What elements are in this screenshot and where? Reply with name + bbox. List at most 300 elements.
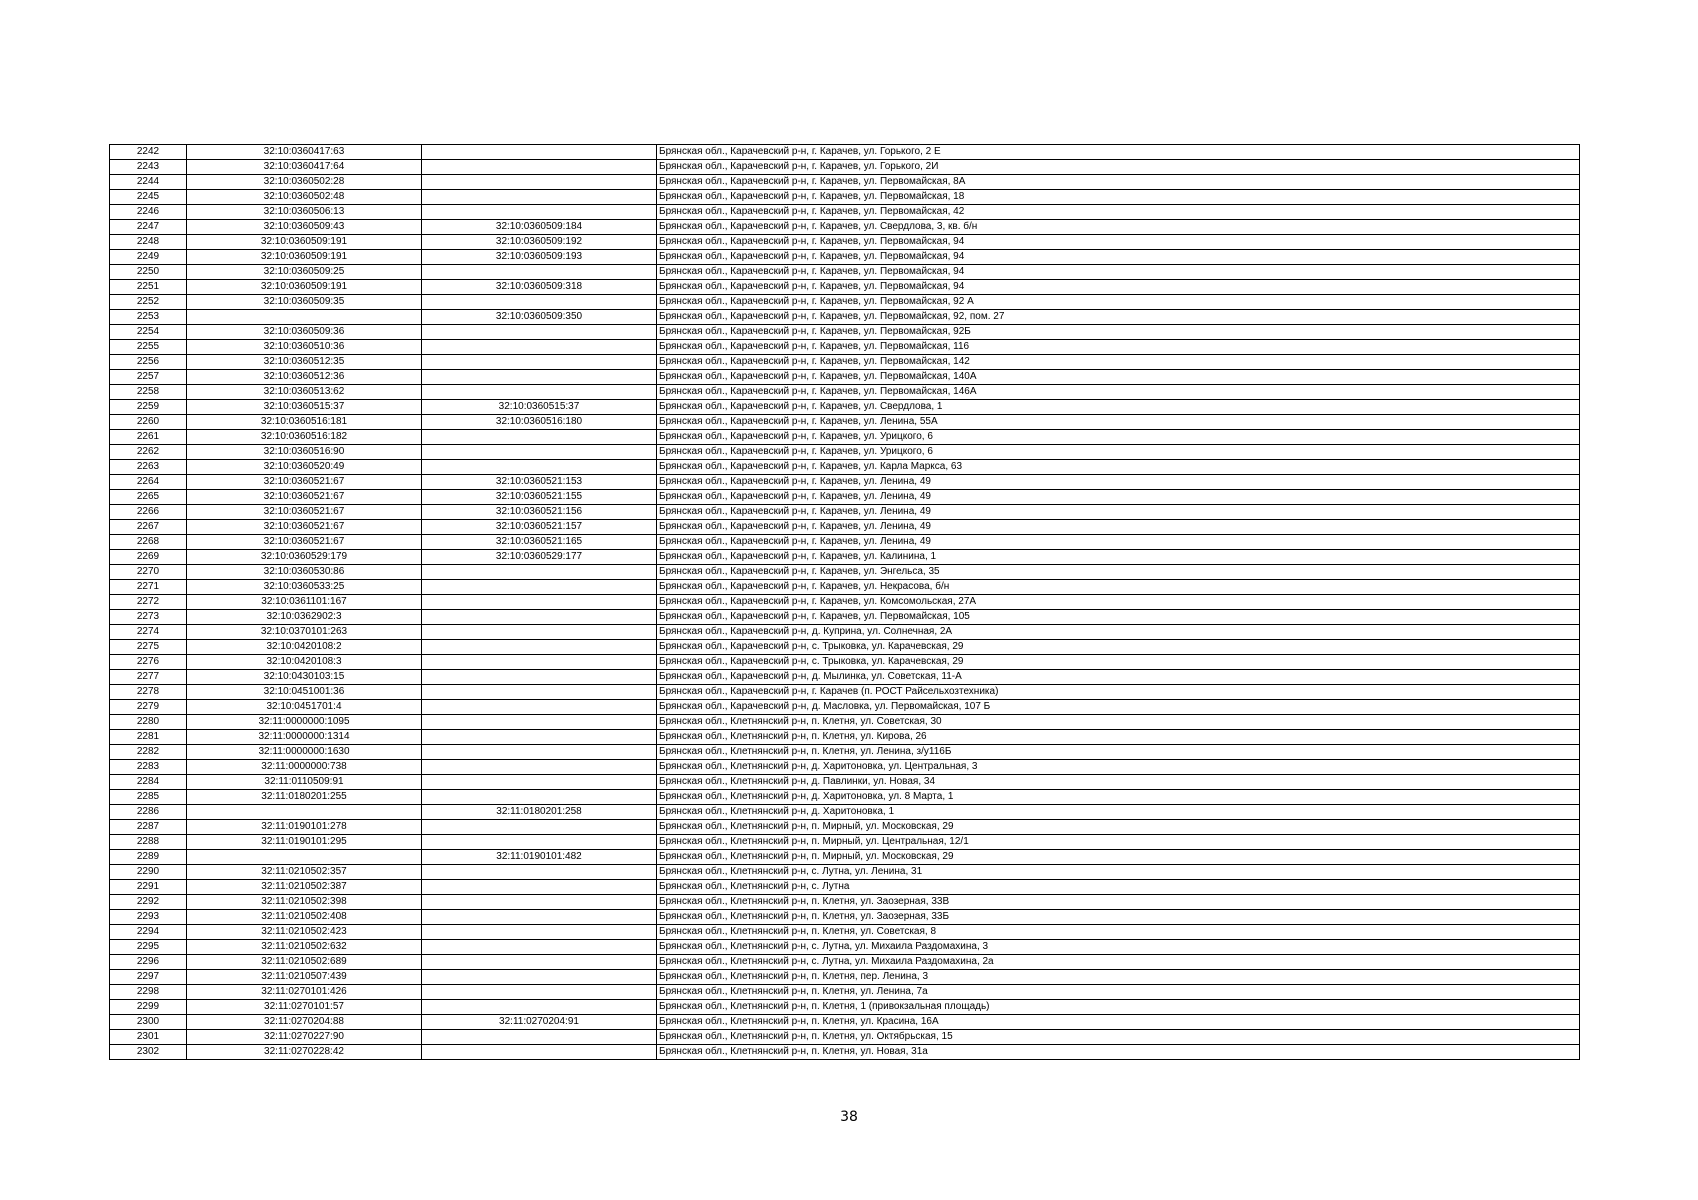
row-number-cell: 2286 (110, 805, 187, 820)
registry-table (109, 144, 1580, 1060)
related-cadastral-number-cell (422, 445, 657, 460)
address-cell: Брянская обл., Клетнянский р-н, с. Лутна, ул. Ленина, 31 (657, 865, 1580, 880)
related-cadastral-number-cell (422, 820, 657, 835)
table-row (110, 475, 1580, 490)
row-number-cell: 2262 (110, 445, 187, 460)
address-cell: Брянская обл., Карачевский р-н, г. Карачев, ул. Первомайская, 8А (657, 175, 1580, 190)
cadastral-number-cell: 32:10:0360502:28 (187, 175, 422, 190)
cadastral-number-cell: 32:11:0000000:1314 (187, 730, 422, 745)
table-row (110, 820, 1580, 835)
row-number-cell: 2278 (110, 685, 187, 700)
row-number-cell: 2289 (110, 850, 187, 865)
address-cell: Брянская обл., Карачевский р-н, г. Карачев, ул. Первомайская, 116 (657, 340, 1580, 355)
cadastral-number-cell: 32:10:0360509:191 (187, 235, 422, 250)
cadastral-number-cell: 32:11:0190101:295 (187, 835, 422, 850)
cadastral-number-cell: 32:10:0360520:49 (187, 460, 422, 475)
cadastral-number-cell: 32:11:0110509:91 (187, 775, 422, 790)
address-cell: Брянская обл., Карачевский р-н, г. Карачев, ул. Первомайская, 92Б (657, 325, 1580, 340)
address-cell: Брянская обл., Карачевский р-н, г. Карачев, ул. Первомайская, 140А (657, 370, 1580, 385)
table-row (110, 895, 1580, 910)
related-cadastral-number-cell (422, 790, 657, 805)
address-cell: Брянская обл., Клетнянский р-н, п. Клетня, ул. Советская, 30 (657, 715, 1580, 730)
row-number-cell: 2275 (110, 640, 187, 655)
related-cadastral-number-cell (422, 355, 657, 370)
cadastral-number-cell: 32:10:0360509:36 (187, 325, 422, 340)
address-cell: Брянская обл., Клетнянский р-н, п. Мирный, ул. Московская, 29 (657, 820, 1580, 835)
address-cell: Брянская обл., Карачевский р-н, г. Карачев, ул. Свердлова, 1 (657, 400, 1580, 415)
address-cell: Брянская обл., Клетнянский р-н, д. Харитоновка, 1 (657, 805, 1580, 820)
table-row (110, 805, 1580, 820)
table-row (110, 745, 1580, 760)
address-cell: Брянская обл., Карачевский р-н, г. Карачев (п. РОСТ Райсельхозтехника) (657, 685, 1580, 700)
related-cadastral-number-cell (422, 760, 657, 775)
row-number-cell: 2246 (110, 205, 187, 220)
table-row (110, 625, 1580, 640)
cadastral-number-cell: 32:10:0360521:67 (187, 535, 422, 550)
address-cell: Брянская обл., Клетнянский р-н, с. Лутна, ул. Михаила Раздомахина, 3 (657, 940, 1580, 955)
related-cadastral-number-cell (422, 940, 657, 955)
address-cell: Брянская обл., Клетнянский р-н, п. Клетня, ул. Ленина, 7а (657, 985, 1580, 1000)
cadastral-number-cell: 32:10:0360516:181 (187, 415, 422, 430)
address-cell: Брянская обл., Карачевский р-н, г. Карачев, ул. Ленина, 55А (657, 415, 1580, 430)
cadastral-number-cell: 32:11:0210502:398 (187, 895, 422, 910)
table-row (110, 415, 1580, 430)
related-cadastral-number-cell: 32:10:0360509:192 (422, 235, 657, 250)
row-number-cell: 2299 (110, 1000, 187, 1015)
related-cadastral-number-cell (422, 925, 657, 940)
cadastral-number-cell: 32:11:0180201:255 (187, 790, 422, 805)
row-number-cell: 2287 (110, 820, 187, 835)
table-row (110, 1015, 1580, 1030)
table-row (110, 535, 1580, 550)
table-row (110, 310, 1580, 325)
cadastral-number-cell: 32:10:0360509:191 (187, 280, 422, 295)
cadastral-number-cell: 32:10:0360513:62 (187, 385, 422, 400)
related-cadastral-number-cell (422, 265, 657, 280)
related-cadastral-number-cell (422, 730, 657, 745)
table-row (110, 505, 1580, 520)
table-row (110, 430, 1580, 445)
related-cadastral-number-cell (422, 460, 657, 475)
cadastral-number-cell: 32:10:0360529:179 (187, 550, 422, 565)
address-cell: Брянская обл., Клетнянский р-н, п. Клетня, ул. Новая, 31а (657, 1045, 1580, 1060)
cadastral-number-cell: 32:10:0360515:37 (187, 400, 422, 415)
row-number-cell: 2280 (110, 715, 187, 730)
table-row (110, 385, 1580, 400)
table-row (110, 670, 1580, 685)
table-row (110, 775, 1580, 790)
related-cadastral-number-cell: 32:10:0360521:155 (422, 490, 657, 505)
related-cadastral-number-cell (422, 430, 657, 445)
row-number-cell: 2259 (110, 400, 187, 415)
table-row (110, 790, 1580, 805)
row-number-cell: 2245 (110, 190, 187, 205)
table-row (110, 205, 1580, 220)
related-cadastral-number-cell (422, 955, 657, 970)
address-cell: Брянская обл., Клетнянский р-н, п. Клетня, ул. Заозерная, 33Б (657, 910, 1580, 925)
address-cell: Брянская обл., Клетнянский р-н, п. Клетня, ул. Красина, 16А (657, 1015, 1580, 1030)
address-cell: Брянская обл., Карачевский р-н, г. Карачев, ул. Ленина, 49 (657, 520, 1580, 535)
address-cell: Брянская обл., Карачевский р-н, г. Карачев, ул. Первомайская, 142 (657, 355, 1580, 370)
cadastral-number-cell: 32:11:0270228:42 (187, 1045, 422, 1060)
table-row (110, 265, 1580, 280)
address-cell: Брянская обл., Карачевский р-н, д. Масловка, ул. Первомайская, 107 Б (657, 700, 1580, 715)
row-number-cell: 2277 (110, 670, 187, 685)
table-row (110, 565, 1580, 580)
related-cadastral-number-cell: 32:10:0360521:165 (422, 535, 657, 550)
row-number-cell: 2265 (110, 490, 187, 505)
address-cell: Брянская обл., Карачевский р-н, г. Карачев, ул. Горького, 2 Е (657, 145, 1580, 160)
row-number-cell: 2294 (110, 925, 187, 940)
related-cadastral-number-cell: 32:10:0360521:153 (422, 475, 657, 490)
cadastral-number-cell: 32:10:0360509:43 (187, 220, 422, 235)
address-cell: Брянская обл., Карачевский р-н, г. Карачев, ул. Ленина, 49 (657, 505, 1580, 520)
cadastral-number-cell: 32:11:0210502:632 (187, 940, 422, 955)
row-number-cell: 2276 (110, 655, 187, 670)
related-cadastral-number-cell (422, 295, 657, 310)
related-cadastral-number-cell (422, 880, 657, 895)
related-cadastral-number-cell (422, 370, 657, 385)
cadastral-number-cell: 32:11:0270204:88 (187, 1015, 422, 1030)
related-cadastral-number-cell: 32:10:0360509:193 (422, 250, 657, 265)
cadastral-number-cell (187, 310, 422, 325)
table-row (110, 550, 1580, 565)
table-row (110, 595, 1580, 610)
cadastral-number-cell: 32:11:0270101:426 (187, 985, 422, 1000)
related-cadastral-number-cell (422, 385, 657, 400)
cadastral-number-cell: 32:10:0360509:25 (187, 265, 422, 280)
cadastral-number-cell: 32:10:0430103:15 (187, 670, 422, 685)
address-cell: Брянская обл., Карачевский р-н, г. Карачев, ул. Урицкого, 6 (657, 445, 1580, 460)
row-number-cell: 2250 (110, 265, 187, 280)
address-cell: Брянская обл., Карачевский р-н, г. Карачев, ул. Ленина, 49 (657, 490, 1580, 505)
address-cell: Брянская обл., Клетнянский р-н, п. Мирный, ул. Московская, 29 (657, 850, 1580, 865)
related-cadastral-number-cell: 32:11:0190101:482 (422, 850, 657, 865)
cadastral-number-cell: 32:10:0360521:67 (187, 490, 422, 505)
cadastral-number-cell: 32:10:0360509:191 (187, 250, 422, 265)
cadastral-number-cell: 32:11:0000000:1630 (187, 745, 422, 760)
cadastral-number-cell: 32:10:0361101:167 (187, 595, 422, 610)
related-cadastral-number-cell (422, 565, 657, 580)
related-cadastral-number-cell (422, 580, 657, 595)
related-cadastral-number-cell: 32:10:0360521:157 (422, 520, 657, 535)
row-number-cell: 2242 (110, 145, 187, 160)
related-cadastral-number-cell (422, 670, 657, 685)
address-cell: Брянская обл., Клетнянский р-н, п. Мирный, ул. Центральная, 12/1 (657, 835, 1580, 850)
address-cell: Брянская обл., Клетнянский р-н, с. Лутна, ул. Михаила Раздомахина, 2а (657, 955, 1580, 970)
cadastral-number-cell: 32:10:0362902:3 (187, 610, 422, 625)
table-row (110, 370, 1580, 385)
address-cell: Брянская обл., Карачевский р-н, г. Карачев, ул. Первомайская, 94 (657, 280, 1580, 295)
row-number-cell: 2290 (110, 865, 187, 880)
related-cadastral-number-cell (422, 835, 657, 850)
cadastral-number-cell: 32:10:0360509:35 (187, 295, 422, 310)
address-cell: Брянская обл., Клетнянский р-н, п. Клетня, ул. Советская, 8 (657, 925, 1580, 940)
related-cadastral-number-cell (422, 1045, 657, 1060)
row-number-cell: 2252 (110, 295, 187, 310)
row-number-cell: 2296 (110, 955, 187, 970)
table-row (110, 145, 1580, 160)
cadastral-number-cell: 32:10:0360502:48 (187, 190, 422, 205)
table-row (110, 520, 1580, 535)
related-cadastral-number-cell (422, 640, 657, 655)
table-row (110, 880, 1580, 895)
cadastral-number-cell (187, 805, 422, 820)
row-number-cell: 2256 (110, 355, 187, 370)
cadastral-number-cell: 32:10:0360417:64 (187, 160, 422, 175)
row-number-cell: 2295 (110, 940, 187, 955)
cadastral-number-cell: 32:10:0360512:35 (187, 355, 422, 370)
cadastral-number-cell: 32:11:0210502:387 (187, 880, 422, 895)
table-row (110, 715, 1580, 730)
row-number-cell: 2244 (110, 175, 187, 190)
table-row (110, 955, 1580, 970)
address-cell: Брянская обл., Карачевский р-н, г. Карачев, ул. Первомайская, 92 А (657, 295, 1580, 310)
table-row (110, 340, 1580, 355)
cadastral-number-cell: 32:10:0451001:36 (187, 685, 422, 700)
address-cell: Брянская обл., Карачевский р-н, г. Карачев, ул. Ленина, 49 (657, 535, 1580, 550)
cadastral-number-cell: 32:10:0360533:25 (187, 580, 422, 595)
row-number-cell: 2253 (110, 310, 187, 325)
cadastral-number-cell: 32:10:0360521:67 (187, 475, 422, 490)
related-cadastral-number-cell: 32:10:0360509:184 (422, 220, 657, 235)
row-number-cell: 2302 (110, 1045, 187, 1060)
related-cadastral-number-cell (422, 160, 657, 175)
cadastral-number-cell: 32:11:0190101:278 (187, 820, 422, 835)
row-number-cell: 2285 (110, 790, 187, 805)
table-row (110, 490, 1580, 505)
address-cell: Брянская обл., Клетнянский р-н, п. Клетня, ул. Ленина, з/у116Б (657, 745, 1580, 760)
related-cadastral-number-cell (422, 700, 657, 715)
cadastral-number-cell: 32:10:0360521:67 (187, 520, 422, 535)
table-row (110, 655, 1580, 670)
cadastral-number-cell: 32:10:0420108:3 (187, 655, 422, 670)
cadastral-number-cell: 32:10:0360506:13 (187, 205, 422, 220)
table-row (110, 1030, 1580, 1045)
address-cell: Брянская обл., Карачевский р-н, г. Карачев, ул. Первомайская, 92, пом. 27 (657, 310, 1580, 325)
table-row (110, 640, 1580, 655)
row-number-cell: 2263 (110, 460, 187, 475)
related-cadastral-number-cell (422, 985, 657, 1000)
row-number-cell: 2266 (110, 505, 187, 520)
related-cadastral-number-cell (422, 175, 657, 190)
address-cell: Брянская обл., Карачевский р-н, г. Карачев, ул. Первомайская, 94 (657, 235, 1580, 250)
address-cell: Брянская обл., Клетнянский р-н, п. Клетня, ул. Октябрьская, 15 (657, 1030, 1580, 1045)
related-cadastral-number-cell (422, 745, 657, 760)
row-number-cell: 2261 (110, 430, 187, 445)
table-row (110, 985, 1580, 1000)
related-cadastral-number-cell (422, 610, 657, 625)
cadastral-number-cell (187, 850, 422, 865)
address-cell: Брянская обл., Карачевский р-н, г. Карачев, ул. Урицкого, 6 (657, 430, 1580, 445)
row-number-cell: 2298 (110, 985, 187, 1000)
address-cell: Брянская обл., Карачевский р-н, г. Карачев, ул. Энгельса, 35 (657, 565, 1580, 580)
row-number-cell: 2271 (110, 580, 187, 595)
related-cadastral-number-cell (422, 910, 657, 925)
cadastral-number-cell: 32:11:0000000:1095 (187, 715, 422, 730)
address-cell: Брянская обл., Карачевский р-н, г. Карачев, ул. Первомайская, 94 (657, 265, 1580, 280)
table-row (110, 685, 1580, 700)
table-row (110, 175, 1580, 190)
row-number-cell: 2301 (110, 1030, 187, 1045)
cadastral-number-cell: 32:10:0360510:36 (187, 340, 422, 355)
address-cell: Брянская обл., Карачевский р-н, д. Мылинка, ул. Советская, 11-А (657, 670, 1580, 685)
address-cell: Брянская обл., Клетнянский р-н, д. Павлинки, ул. Новая, 34 (657, 775, 1580, 790)
related-cadastral-number-cell (422, 1000, 657, 1015)
row-number-cell: 2273 (110, 610, 187, 625)
table-row (110, 835, 1580, 850)
table-row (110, 580, 1580, 595)
table-row (110, 400, 1580, 415)
row-number-cell: 2270 (110, 565, 187, 580)
related-cadastral-number-cell: 32:10:0360529:177 (422, 550, 657, 565)
row-number-cell: 2247 (110, 220, 187, 235)
row-number-cell: 2268 (110, 535, 187, 550)
related-cadastral-number-cell: 32:11:0270204:91 (422, 1015, 657, 1030)
row-number-cell: 2297 (110, 970, 187, 985)
row-number-cell: 2267 (110, 520, 187, 535)
address-cell: Брянская обл., Клетнянский р-н, п. Клетня, 1 (привокзальная площадь) (657, 1000, 1580, 1015)
table-row (110, 940, 1580, 955)
table-row (110, 925, 1580, 940)
table-row (110, 190, 1580, 205)
cadastral-number-cell: 32:10:0360516:90 (187, 445, 422, 460)
cadastral-number-cell: 32:10:0451701:4 (187, 700, 422, 715)
table-row (110, 325, 1580, 340)
row-number-cell: 2274 (110, 625, 187, 640)
related-cadastral-number-cell: 32:11:0180201:258 (422, 805, 657, 820)
row-number-cell: 2257 (110, 370, 187, 385)
address-cell: Брянская обл., Карачевский р-н, г. Карачев, ул. Комсомольская, 27А (657, 595, 1580, 610)
related-cadastral-number-cell (422, 865, 657, 880)
related-cadastral-number-cell: 32:10:0360521:156 (422, 505, 657, 520)
related-cadastral-number-cell (422, 970, 657, 985)
table-row (110, 850, 1580, 865)
related-cadastral-number-cell (422, 190, 657, 205)
row-number-cell: 2254 (110, 325, 187, 340)
cadastral-number-cell: 32:11:0210502:689 (187, 955, 422, 970)
related-cadastral-number-cell (422, 145, 657, 160)
row-number-cell: 2243 (110, 160, 187, 175)
related-cadastral-number-cell (422, 325, 657, 340)
table-row (110, 700, 1580, 715)
cadastral-number-cell: 32:11:0210502:423 (187, 925, 422, 940)
cadastral-number-cell: 32:11:0210502:408 (187, 910, 422, 925)
related-cadastral-number-cell (422, 715, 657, 730)
address-cell: Брянская обл., Клетнянский р-н, с. Лутна (657, 880, 1580, 895)
related-cadastral-number-cell (422, 625, 657, 640)
row-number-cell: 2255 (110, 340, 187, 355)
address-cell: Брянская обл., Клетнянский р-н, п. Клетня, ул. Кирова, 26 (657, 730, 1580, 745)
related-cadastral-number-cell (422, 595, 657, 610)
address-cell: Брянская обл., Карачевский р-н, г. Карачев, ул. Первомайская, 105 (657, 610, 1580, 625)
row-number-cell: 2283 (110, 760, 187, 775)
related-cadastral-number-cell (422, 1030, 657, 1045)
related-cadastral-number-cell (422, 655, 657, 670)
address-cell: Брянская обл., Карачевский р-н, г. Карачев, ул. Ленина, 49 (657, 475, 1580, 490)
row-number-cell: 2292 (110, 895, 187, 910)
row-number-cell: 2249 (110, 250, 187, 265)
row-number-cell: 2258 (110, 385, 187, 400)
related-cadastral-number-cell: 32:10:0360509:350 (422, 310, 657, 325)
cadastral-number-cell: 32:10:0360521:67 (187, 505, 422, 520)
row-number-cell: 2281 (110, 730, 187, 745)
table-row (110, 865, 1580, 880)
row-number-cell: 2248 (110, 235, 187, 250)
related-cadastral-number-cell (422, 340, 657, 355)
table-row (110, 610, 1580, 625)
table-row (110, 280, 1580, 295)
cadastral-number-cell: 32:10:0370101:263 (187, 625, 422, 640)
related-cadastral-number-cell: 32:10:0360516:180 (422, 415, 657, 430)
address-cell: Брянская обл., Карачевский р-н, г. Карачев, ул. Свердлова, 3, кв. б/н (657, 220, 1580, 235)
table-row (110, 445, 1580, 460)
row-number-cell: 2279 (110, 700, 187, 715)
row-number-cell: 2300 (110, 1015, 187, 1030)
table-row (110, 235, 1580, 250)
address-cell: Брянская обл., Карачевский р-н, г. Карачев, ул. Первомайская, 94 (657, 250, 1580, 265)
cadastral-number-cell: 32:11:0270101:57 (187, 1000, 422, 1015)
address-cell: Брянская обл., Клетнянский р-н, д. Харитоновка, ул. Центральная, 3 (657, 760, 1580, 775)
address-cell: Брянская обл., Карачевский р-н, г. Карачев, ул. Первомайская, 42 (657, 205, 1580, 220)
table-row (110, 730, 1580, 745)
related-cadastral-number-cell: 32:10:0360515:37 (422, 400, 657, 415)
address-cell: Брянская обл., Клетнянский р-н, п. Клетня, пер. Ленина, 3 (657, 970, 1580, 985)
row-number-cell: 2260 (110, 415, 187, 430)
row-number-cell: 2293 (110, 910, 187, 925)
row-number-cell: 2288 (110, 835, 187, 850)
address-cell: Брянская обл., Карачевский р-н, г. Карачев, ул. Горького, 2И (657, 160, 1580, 175)
row-number-cell: 2264 (110, 475, 187, 490)
table-row (110, 355, 1580, 370)
page-number: 38 (840, 1109, 858, 1125)
row-number-cell: 2269 (110, 550, 187, 565)
table-row (110, 160, 1580, 175)
cadastral-number-cell: 32:11:0210502:357 (187, 865, 422, 880)
address-cell: Брянская обл., Карачевский р-н, г. Карачев, ул. Калинина, 1 (657, 550, 1580, 565)
table-row (110, 760, 1580, 775)
cadastral-number-cell: 32:10:0360417:63 (187, 145, 422, 160)
cadastral-number-cell: 32:10:0360512:36 (187, 370, 422, 385)
table-row (110, 970, 1580, 985)
address-cell: Брянская обл., Карачевский р-н, г. Карачев, ул. Первомайская, 146А (657, 385, 1580, 400)
cadastral-number-cell: 32:11:0210507:439 (187, 970, 422, 985)
cadastral-number-cell: 32:10:0420108:2 (187, 640, 422, 655)
row-number-cell: 2284 (110, 775, 187, 790)
table-row (110, 295, 1580, 310)
table-row (110, 910, 1580, 925)
related-cadastral-number-cell (422, 685, 657, 700)
table-row (110, 1045, 1580, 1060)
address-cell: Брянская обл., Клетнянский р-н, п. Клетня, ул. Заозерная, 33В (657, 895, 1580, 910)
address-cell: Брянская обл., Карачевский р-н, с. Трыковка, ул. Карачевская, 29 (657, 640, 1580, 655)
address-cell: Брянская обл., Карачевский р-н, г. Карачев, ул. Карла Маркса, 63 (657, 460, 1580, 475)
table-row (110, 250, 1580, 265)
table-row (110, 460, 1580, 475)
row-number-cell: 2291 (110, 880, 187, 895)
table-row (110, 1000, 1580, 1015)
address-cell: Брянская обл., Клетнянский р-н, д. Харитоновка, ул. 8 Марта, 1 (657, 790, 1580, 805)
cadastral-number-cell: 32:11:0270227:90 (187, 1030, 422, 1045)
address-cell: Брянская обл., Карачевский р-н, с. Трыковка, ул. Карачевская, 29 (657, 655, 1580, 670)
row-number-cell: 2282 (110, 745, 187, 760)
table-row (110, 220, 1580, 235)
related-cadastral-number-cell (422, 205, 657, 220)
registry-table-body (110, 145, 1580, 1060)
cadastral-number-cell: 32:10:0360530:86 (187, 565, 422, 580)
row-number-cell: 2251 (110, 280, 187, 295)
address-cell: Брянская обл., Карачевский р-н, г. Карачев, ул. Первомайская, 18 (657, 190, 1580, 205)
